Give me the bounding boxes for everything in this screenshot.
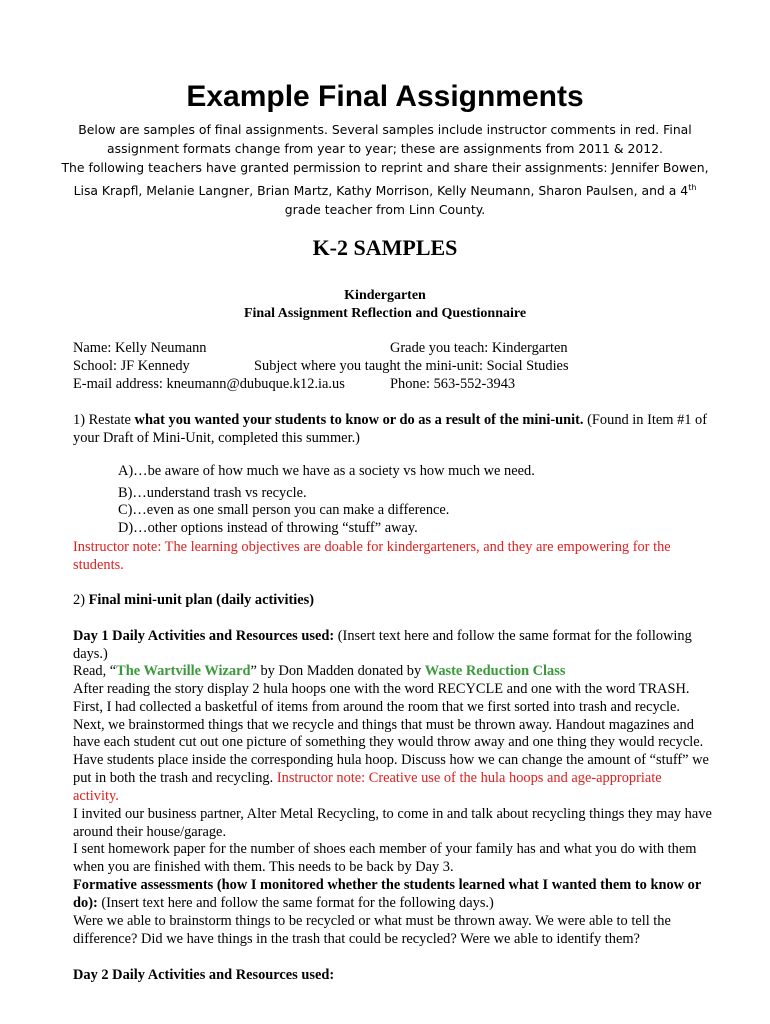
day-1-read-line bbox=[73, 663, 713, 681]
info-email: E-mail address: kneumann@dubuque.k12.ia.us bbox=[73, 376, 345, 392]
intro-permissions-text: The following teachers have granted permission to reprint and share their assignments: Jennifer Bowen, Lisa Krapfl, Melanie Langner, Brian Martz, Kathy Morrison, Kelly Neumann, Sharon Paulsen, and a 4 bbox=[61, 160, 709, 198]
section-heading: K-2 SAMPLES bbox=[312, 235, 458, 260]
day-2-heading bbox=[73, 967, 713, 985]
intro-paragraph bbox=[60, 120, 710, 219]
book-title: The Wartville Wizard bbox=[116, 663, 251, 679]
instructor-note-objectives: Instructor note: The learning objectives are doable for kindergarteners, and they are empowering for the students. bbox=[73, 539, 671, 573]
question-1-number: 1) Restate bbox=[73, 412, 135, 428]
question-1-rest: (Found in Item #1 of your Draft of Mini-Unit, completed this summer.) bbox=[73, 412, 708, 446]
formative-assessment-rest: (Insert text here and follow the same format for the following days.) bbox=[97, 894, 494, 911]
read-middle: ” by Don Madden donated by bbox=[250, 663, 425, 679]
day-1-heading-bold: Day 1 Daily Activities and Resources used: bbox=[73, 628, 335, 644]
objective-b: B)…understand trash vs recycle. bbox=[118, 485, 307, 501]
objective-a: A)…be aware of how much we have as a society vs how much we need. bbox=[118, 463, 535, 479]
info-school: School: JF Kennedy bbox=[73, 358, 190, 374]
day-1-body-text: After reading the story display 2 hula hoops one with the word RECYCLE and one with the word TRASH. First, I had collected a basketful of items from around the room that we first sorted into trash and recycle. Next, we brainstormed things that we recycle and things that must be thrown away. Handout magazines and have each student cut out one picture of something they would throw away and one thing they would recycle. Have students place inside the corresponding hula hoop. Discuss how we can change the amount of “stuff” we put in both the trash and recycling. bbox=[73, 681, 709, 786]
intro-line-2 bbox=[60, 158, 710, 219]
formative-assessment bbox=[73, 877, 713, 913]
info-grade: Grade you teach: Kindergarten bbox=[390, 340, 568, 356]
question-2-bold: Final mini-unit plan (daily activities) bbox=[88, 592, 315, 608]
question-1-bold: what you wanted your students to know or do as a result of the mini-unit. bbox=[134, 412, 584, 428]
day-1-heading-rest: (Insert text here and follow the same format for the following days.) bbox=[73, 628, 692, 662]
subheading-questionnaire: Final Assignment Reflection and Questionnaire bbox=[243, 306, 527, 321]
page-title: Example Final Assignments bbox=[186, 80, 584, 113]
subheading-kindergarten: Kindergarten bbox=[344, 288, 426, 303]
formative-answer: Were we able to brainstorm things to be recycled or what must be thrown away. We were able to tell the difference? Did we have things in the trash that could be recycled? Were we able to identify them? bbox=[73, 913, 671, 947]
intro-superscript: th bbox=[688, 182, 697, 192]
intro-line-1: Below are samples of final assignments. Several samples include instructor comments in red. Final assignment formats change from year to year; these are assignments from 2011 & 2012. bbox=[78, 122, 692, 157]
day-1-heading bbox=[73, 628, 713, 664]
day-1-body bbox=[73, 681, 709, 806]
day-1-partner: I invited our business partner, Alter Metal Recycling, to come in and talk about recycling things they may have around their house/garage. bbox=[73, 806, 712, 840]
info-subject: Subject where you taught the mini-unit: Social Studies bbox=[254, 358, 569, 374]
objective-c: C)…even as one small person you can make a difference. bbox=[118, 502, 450, 518]
day-2-heading-bold: Day 2 Daily Activities and Resources used: bbox=[73, 967, 335, 983]
question-2-number: 2) bbox=[73, 592, 89, 608]
question-2 bbox=[73, 592, 713, 610]
day-1-homework: I sent homework paper for the number of shoes each member of your family has and what you do with them when you are finished with them. This needs to be back by Day 3. bbox=[73, 841, 697, 875]
formative-assessment-bold: Formative assessments (how I monitored whether the students learned what I wanted them to know or do): bbox=[73, 877, 701, 911]
donor-name: Waste Reduction Class bbox=[424, 663, 566, 679]
intro-permissions-end: grade teacher from Linn County. bbox=[284, 201, 486, 217]
question-1 bbox=[73, 412, 713, 448]
read-prefix: Read, “ bbox=[73, 663, 117, 679]
info-name: Name: Kelly Neumann bbox=[73, 340, 207, 356]
instructor-note-hula-hoops: Instructor note: Creative use of the hula hoops and age-appropriate activity. bbox=[73, 769, 662, 804]
objective-d: D)…other options instead of throwing “stuff” away. bbox=[118, 520, 418, 536]
info-phone: Phone: 563-552-3943 bbox=[390, 376, 516, 392]
